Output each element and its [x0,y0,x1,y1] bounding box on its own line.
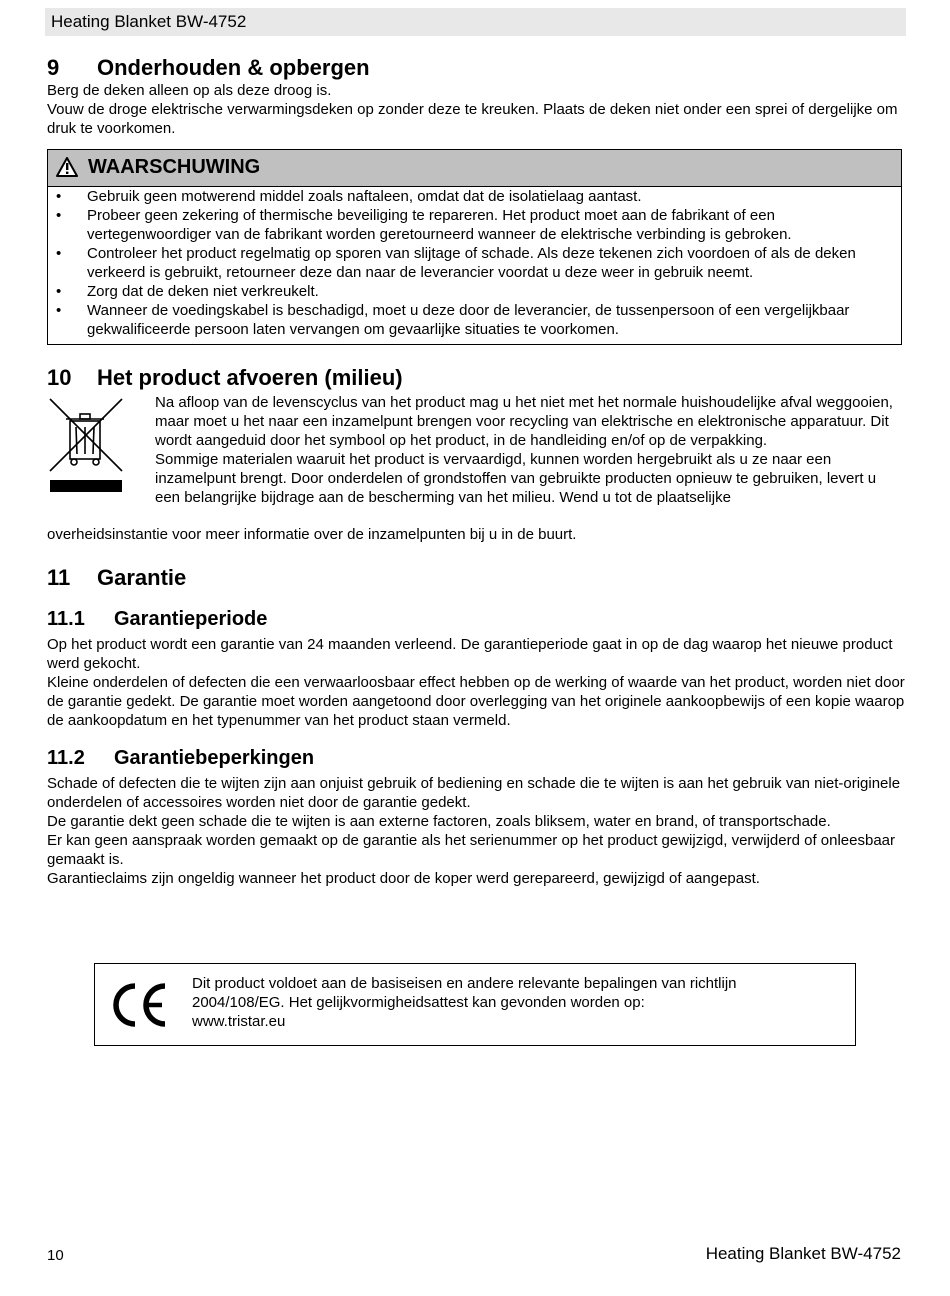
section-10-body-b [47,525,907,544]
paragraph: Garantieclaims zijn ongeldig wanneer het product door de koper werd gerepareerd, gewijzigd of aangepast. [47,870,760,887]
page-header [45,8,906,36]
list-item [48,206,901,244]
list-item [48,282,901,301]
section-11-2-title: Garantiebeperkingen [114,747,315,769]
section-11-1-number: 11.1 [47,608,85,630]
list-item-text: Probeer geen zekering of thermische beveiliging te repareren. Het product moet aan de fabrikant of een vertegenwoordiger van de fabrikant worden geretourneerd wanneer de elektrische verbinding is gebroken. [87,207,792,243]
ce-link[interactable]: www.tristar.eu [192,1013,286,1030]
warning-header [48,150,901,187]
list-item [48,187,901,206]
section-11-2-number: 11.2 [47,747,85,769]
section-11-1-heading [47,607,267,631]
ce-text [192,974,812,1031]
section-10-body-a [155,393,905,507]
section-11-1-title: Garantieperiode [114,608,268,630]
warning-list [48,187,901,339]
section-10-heading [47,365,403,391]
header-title: Heating Blanket BW-4752 [51,12,247,31]
bullet: • [56,302,62,319]
warning-triangle-icon [56,157,78,177]
list-item-text: Gebruik geen motwerend middel zoals naftaleen, omdat dat de isolatielaag aantast. [87,188,642,205]
paragraph: Na afloop van de levenscyclus van het product mag u het niet met het normale huishoudelijke afval weggooien, maar moet u het naar een inzamelpunt brengen voor recycling van elektrische en elektronische apparatuur. Dit wordt aangeduid door het symbool op het product, in de handleiding en/of op de verpakking. [155,394,893,449]
list-item [48,244,901,282]
section-9-body [47,81,907,138]
ce-mark-icon [109,982,171,1028]
ce-declaration-box [94,963,856,1046]
section-11-title: Garantie [97,565,187,590]
paragraph: overheidsinstantie voor meer informatie over de inzamelpunten bij u in de buurt. [47,526,577,543]
warning-box [47,149,902,345]
paragraph: Berg de deken alleen op als deze droog is. [47,82,332,99]
section-11-1-body [47,635,907,730]
list-item-text: Controleer het product regelmatig op sporen van slijtage of schade. Als deze tekenen zich voordoen of als de deken verkeerd is gebruikt, retourneer deze dan naar de leverancier voordat u deze weer in gebruik neemt. [87,245,856,281]
section-10-number: 10 [47,365,72,390]
bullet: • [56,207,62,224]
list-item-text: Wanneer de voedingskabel is beschadigd, moet u deze door de leverancier, de tussenpersoon of een vergelijkbaar gekwalificeerde persoon laten vervangen om gevaarlijke situaties te voorkomen. [87,302,850,338]
section-11-2-heading [47,746,314,770]
bullet: • [56,245,62,262]
paragraph: Kleine onderdelen of defecten die een verwaarloosbaar effect hebben op de werking of waarde van het product, worden niet door de garantie gedekt. De garantie moet worden aangetoond door overlegging van het originele aankoopbewijs of een kopie waarop de aankoopdatum en het typenummer van het product staan vermeld. [47,674,905,729]
section-9-heading [47,55,370,81]
paragraph: Vouw de droge elektrische verwarmingsdeken op zonder deze te kreuken. Plaats de deken niet onder een sprei of dergelijke om druk te voorkomen. [47,101,898,137]
list-item [48,301,901,339]
paragraph: Sommige materialen waaruit het product is vervaardigd, kunnen worden hergebruikt als u ze naar een inzamelpunt brengt. Door onderdelen of grondstoffen van gebruikte producten opnieuw te gebruiken, levert u een belangrijke bijdrage aan de bescherming van het milieu. Wend u tot de plaatselijke [155,451,877,506]
bullet: • [56,188,62,205]
paragraph: De garantie dekt geen schade die te wijten is aan externe factoren, zoals bliksem, water en brand, of transportschade. [47,813,831,830]
paragraph: Schade of defecten die te wijten zijn aan onjuist gebruik of bediening en schade die te wijten is aan het gebruik van niet-originele onderdelen of accessoires worden niet door de garantie gedekt. [47,775,901,811]
ce-line: Dit product voldoet aan de basiseisen en andere relevante bepalingen van richtlijn [192,975,737,992]
section-11-number: 11 [47,565,71,590]
section-9-number: 9 [47,55,60,80]
paragraph: Er kan geen aanspraak worden gemaakt op de garantie als het serienummer op het product gewijzigd, verwijderd of onleesbaar gemaakt is. [47,832,895,868]
footer-title: Heating Blanket BW-4752 [705,1244,901,1263]
warning-title: WAARSCHUWING [88,156,261,178]
section-11-heading [47,565,186,591]
section-9-title: Onderhouden & opbergen [97,55,370,80]
bullet: • [56,283,62,300]
weee-crossed-bin-icon [48,397,124,493]
section-11-2-body [47,774,907,888]
section-10-title: Het product afvoeren (milieu) [97,365,403,390]
ce-line: 2004/108/EG. Het gelijkvormigheidsattest kan gevonden worden op: [192,994,645,1011]
list-item-text: Zorg dat de deken niet verkreukelt. [87,283,319,300]
page-number: 10 [47,1247,64,1264]
paragraph: Op het product wordt een garantie van 24 maanden verleend. De garantieperiode gaat in op de dag waarop het nieuwe product werd gekocht. [47,636,893,672]
